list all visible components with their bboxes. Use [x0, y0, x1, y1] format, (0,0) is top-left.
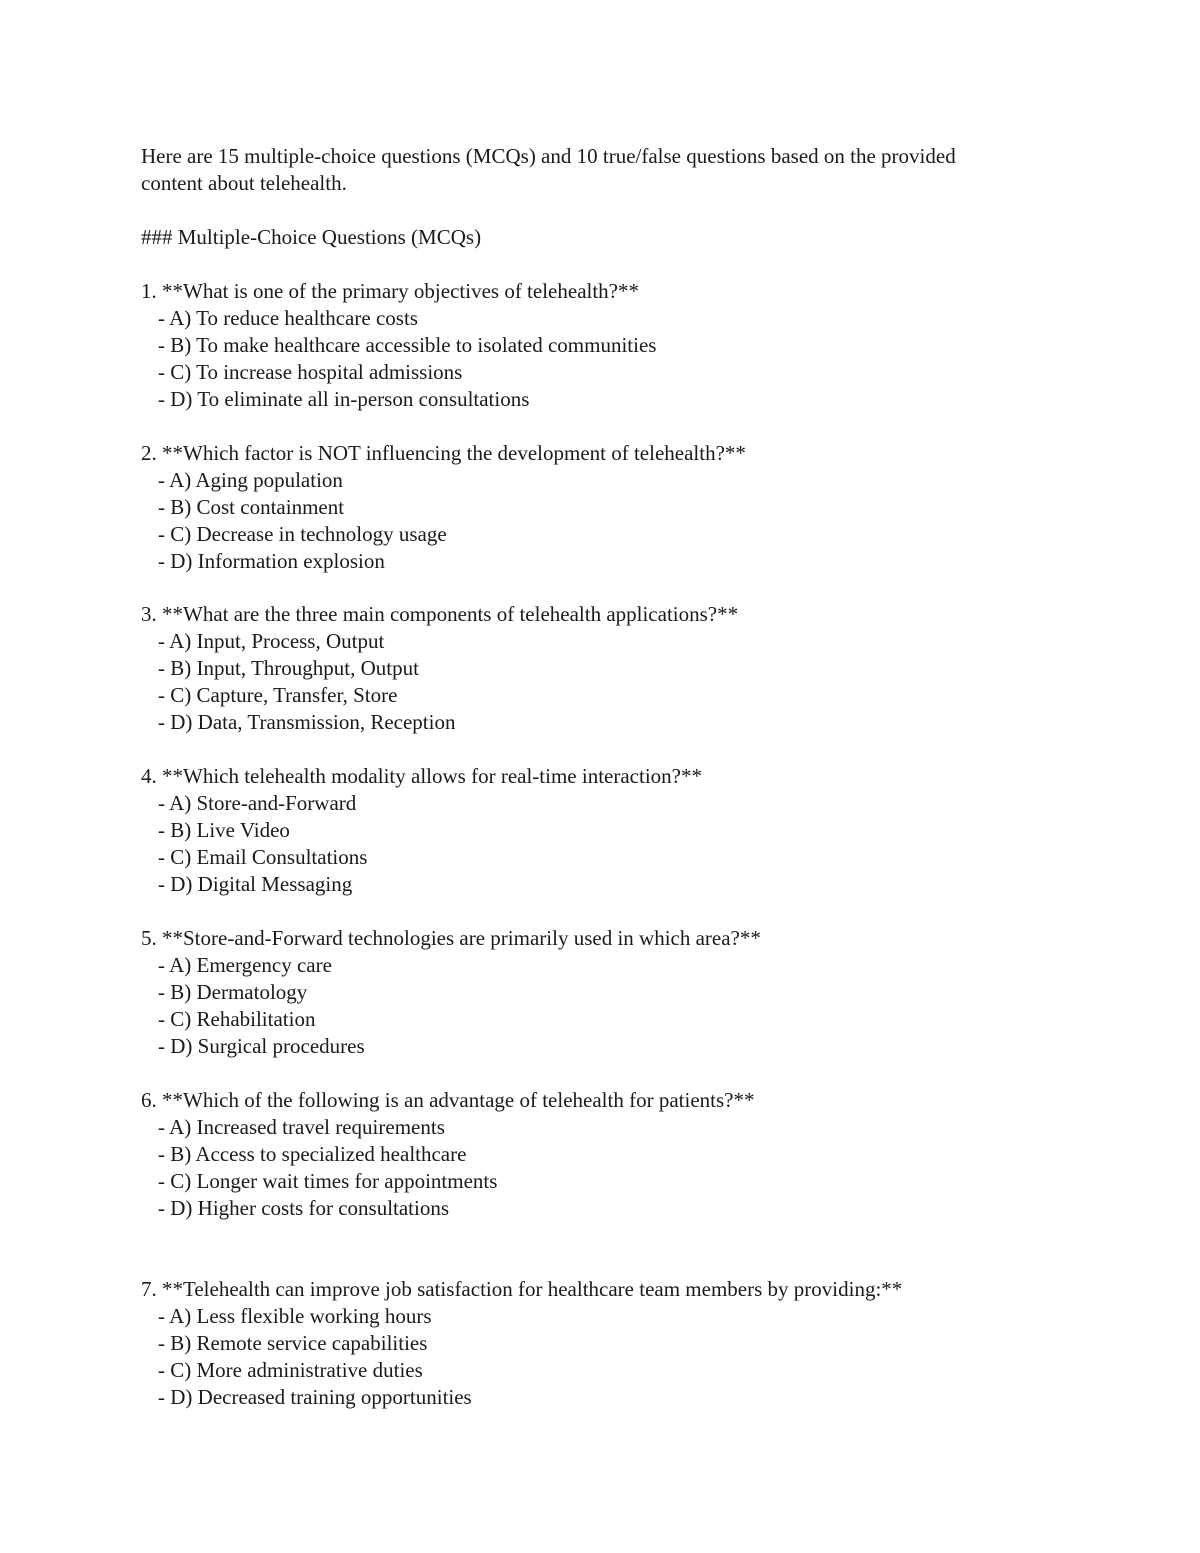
intro-line-2: content about telehealth.: [141, 171, 347, 195]
question-4: [141, 763, 1101, 898]
section-heading: ### Multiple-Choice Questions (MCQs): [141, 225, 482, 249]
option-list: [141, 1303, 1101, 1411]
question-3: [141, 601, 1101, 736]
intro-paragraph: [141, 143, 1101, 197]
question-text: 7. **Telehealth can improve job satisfaction for healthcare team members by providing:**: [141, 1277, 903, 1301]
option-d: - D) Higher costs for consultations: [158, 1196, 450, 1220]
option-c: - C) Capture, Transfer, Store: [158, 683, 398, 707]
question-text: 4. **Which telehealth modality allows for real-time interaction?**: [141, 764, 702, 788]
question-text: 5. **Store-and-Forward technologies are primarily used in which area?**: [141, 926, 761, 950]
option-b: - B) Live Video: [158, 818, 290, 842]
question-7: [141, 1276, 1101, 1411]
option-list: [141, 467, 1101, 575]
option-c: - C) Decrease in technology usage: [158, 522, 447, 546]
option-a: - A) Emergency care: [158, 953, 332, 977]
question-text: 1. **What is one of the primary objectives of telehealth?**: [141, 279, 640, 303]
option-list: [141, 790, 1101, 898]
option-list: [141, 952, 1101, 1060]
option-b: - B) Access to specialized healthcare: [158, 1142, 467, 1166]
option-a: - A) Store-and-Forward: [158, 791, 357, 815]
option-list: [141, 1114, 1101, 1222]
option-d: - D) To eliminate all in-person consultations: [158, 387, 530, 411]
question-1: [141, 278, 1101, 413]
option-a: - A) Less flexible working hours: [158, 1304, 432, 1328]
option-b: - B) Dermatology: [158, 980, 308, 1004]
option-c: - C) Email Consultations: [158, 845, 368, 869]
option-b: - B) Remote service capabilities: [158, 1331, 428, 1355]
option-c: - C) To increase hospital admissions: [158, 360, 463, 384]
option-d: - D) Information explosion: [158, 549, 385, 573]
option-list: [141, 305, 1101, 413]
question-text: 3. **What are the three main components of telehealth applications?**: [141, 602, 739, 626]
question-text: 2. **Which factor is NOT influencing the development of telehealth?**: [141, 441, 746, 465]
question-5: [141, 925, 1101, 1060]
option-b: - B) Input, Throughput, Output: [158, 656, 419, 680]
option-c: - C) Longer wait times for appointments: [158, 1169, 498, 1193]
option-a: - A) Increased travel requirements: [158, 1115, 445, 1139]
option-a: - A) Aging population: [158, 468, 343, 492]
option-d: - D) Decreased training opportunities: [158, 1385, 472, 1409]
option-b: - B) To make healthcare accessible to isolated communities: [158, 333, 657, 357]
question-6: [141, 1087, 1101, 1222]
question-text: 6. **Which of the following is an advantage of telehealth for patients?**: [141, 1088, 755, 1112]
option-d: - D) Surgical procedures: [158, 1034, 365, 1058]
option-b: - B) Cost containment: [158, 495, 345, 519]
intro-line-1: Here are 15 multiple-choice questions (MCQs) and 10 true/false questions based on the provided: [141, 144, 956, 168]
option-list: [141, 628, 1101, 736]
option-d: - D) Digital Messaging: [158, 872, 353, 896]
question-2: [141, 440, 1101, 575]
option-d: - D) Data, Transmission, Reception: [158, 710, 456, 734]
option-a: - A) To reduce healthcare costs: [158, 306, 418, 330]
option-c: - C) More administrative duties: [158, 1358, 423, 1382]
option-a: - A) Input, Process, Output: [158, 629, 385, 653]
option-c: - C) Rehabilitation: [158, 1007, 316, 1031]
